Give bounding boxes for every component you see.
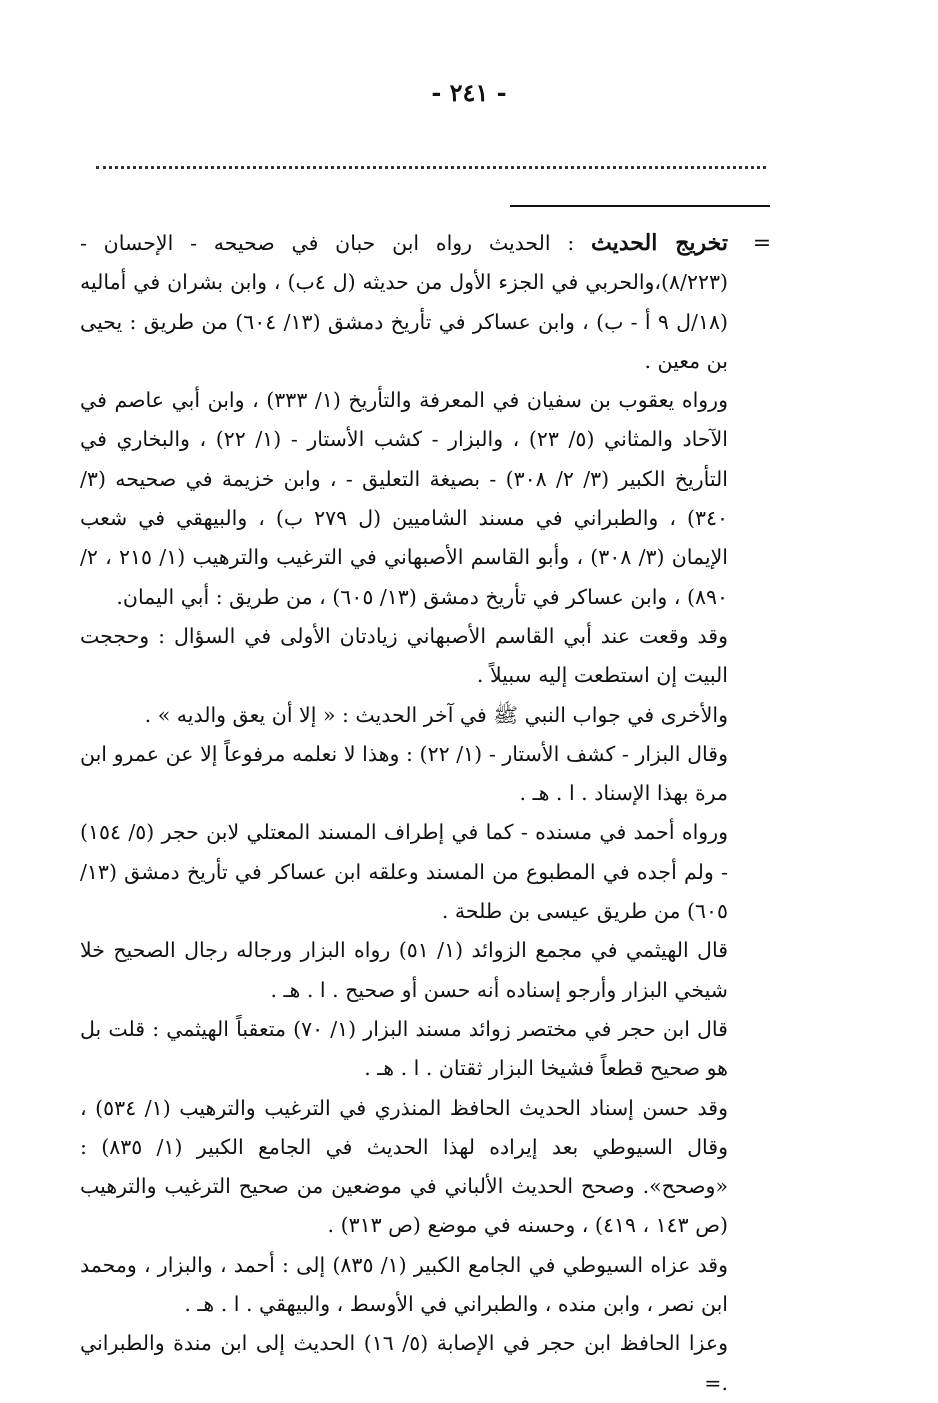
footnote-paragraph: وقال البزار - كشف الأستار - (١/ ٢٢) : وهذا لا نعلمه مرفوعاً إلا عن عمرو ابن مرة بهذا الإسناد . ا . هـ . — [80, 741, 728, 806]
footnote-rule — [510, 205, 770, 207]
page-number: - ٢٤١ - — [431, 78, 507, 107]
footnote-paragraph: والأخرى في جواب النبي ﷺ في آخر الحديث : « إلا أن يعق والديه » . — [144, 702, 728, 727]
footnote-paragraph: وعزا الحافظ ابن حجر في الإصابة (٥/ ١٦) الحديث إلى ابن مندة والطبراني .= — [80, 1331, 728, 1395]
dotted-separator — [96, 166, 766, 169]
footnote-paragraph: وقد عزاه السيوطي في الجامع الكبير (١/ ٨٣٥) إلى : أحمد ، والبزار ، ومحمد ابن نصر ، وابن منده ، والطبراني في الأوسط ، والبيهقي . ا . هـ . — [80, 1252, 728, 1317]
paragraph-text: : الحديث رواه ابن حبان في صحيحه - الإحسان - (٨/٢٢٣)،والحربي في الجزء الأول من حديثه (ل ٤ب) ، وابن بشران في أماليه (١٨/ل ٩ أ - ب) ، وابن عساكر في تأريخ دمشق (١٣/ ٦٠٤) من طريق : يحيى بن معين . — [80, 231, 728, 373]
continuation-mark: = — [752, 231, 772, 256]
footnote-body — [80, 224, 728, 1403]
footnote-paragraph — [80, 224, 728, 381]
footnote-paragraph: وقد حسن إسناد الحديث الحافظ المنذري في الترغيب والترهيب (١/ ٥٣٤) ، وقال السيوطي بعد إيراده لهذا الحديث في الجامع الكبير (١/ ٨٣٥) : «وصحح». وصحح الحديث الألباني في موضعين من صحيح الترغيب والترهيب (ص ١٤٣ ، ٤١٩) ، وحسنه في موضع (ص ٣١٣) . — [80, 1095, 729, 1238]
section-heading: تخريج الحديث — [591, 230, 728, 256]
footnote-paragraph: ورواه أحمد في مسنده - كما في إطراف المسند المعتلي لابن حجر (٥/ ١٥٤) - ولم أجده في المطبوع من المسند وعلقه ابن عساكر في تأريخ دمشق (١٣/ ٦٠٥) من طريق عيسى بن طلحة . — [80, 820, 728, 924]
footnote-paragraph: ورواه يعقوب بن سفيان في المعرفة والتأريخ (١/ ٣٣٣) ، وابن أبي عاصم في الآحاد والمثاني (٥/ ٢٣) ، والبزار - كشب الأستار - (١/ ٢٢) ، والبخاري في التأريخ الكبير (٣/ ٢/ ٣٠٨) - بصيغة التعليق - ، وابن خزيمة في صحيحه (٣/ ٣٤٠) ، والطبراني في مسند الشاميين (ل ٢٧٩ ب) ، والبيهقي في شعب الإيمان (٣/ ٣٠٨) ، وأبو القاسم الأصبهاني في الترغيب والترهيب (١/ ٢١٥ ، ٢/ ٨٩٠) ، وابن عساكر في تأريخ دمشق (١٣/ ٦٠٥) ، من طريق : أبي اليمان. — [80, 388, 728, 609]
footnote-paragraph: وقد وقعت عند أبي القاسم الأصبهاني زيادتان الأولى في السؤال : وحججت البيت إن استطعت إليه سبيلاً . — [80, 623, 728, 688]
footnote-paragraph: قال الهيثمي في مجمع الزوائد (١/ ٥١) رواه البزار ورجاله رجال الصحيح خلا شيخي البزار وأرجو إسناده أنه حسن أو صحيح . ا . هـ . — [80, 938, 728, 1002]
footnote-paragraph: قال ابن حجر في مختصر زوائد مسند البزار (١/ ٧٠) متعقباً الهيثمي : قلت بل هو صحيح قطعاً فشيخا البزار ثقتان . ا . هـ . — [80, 1016, 728, 1081]
